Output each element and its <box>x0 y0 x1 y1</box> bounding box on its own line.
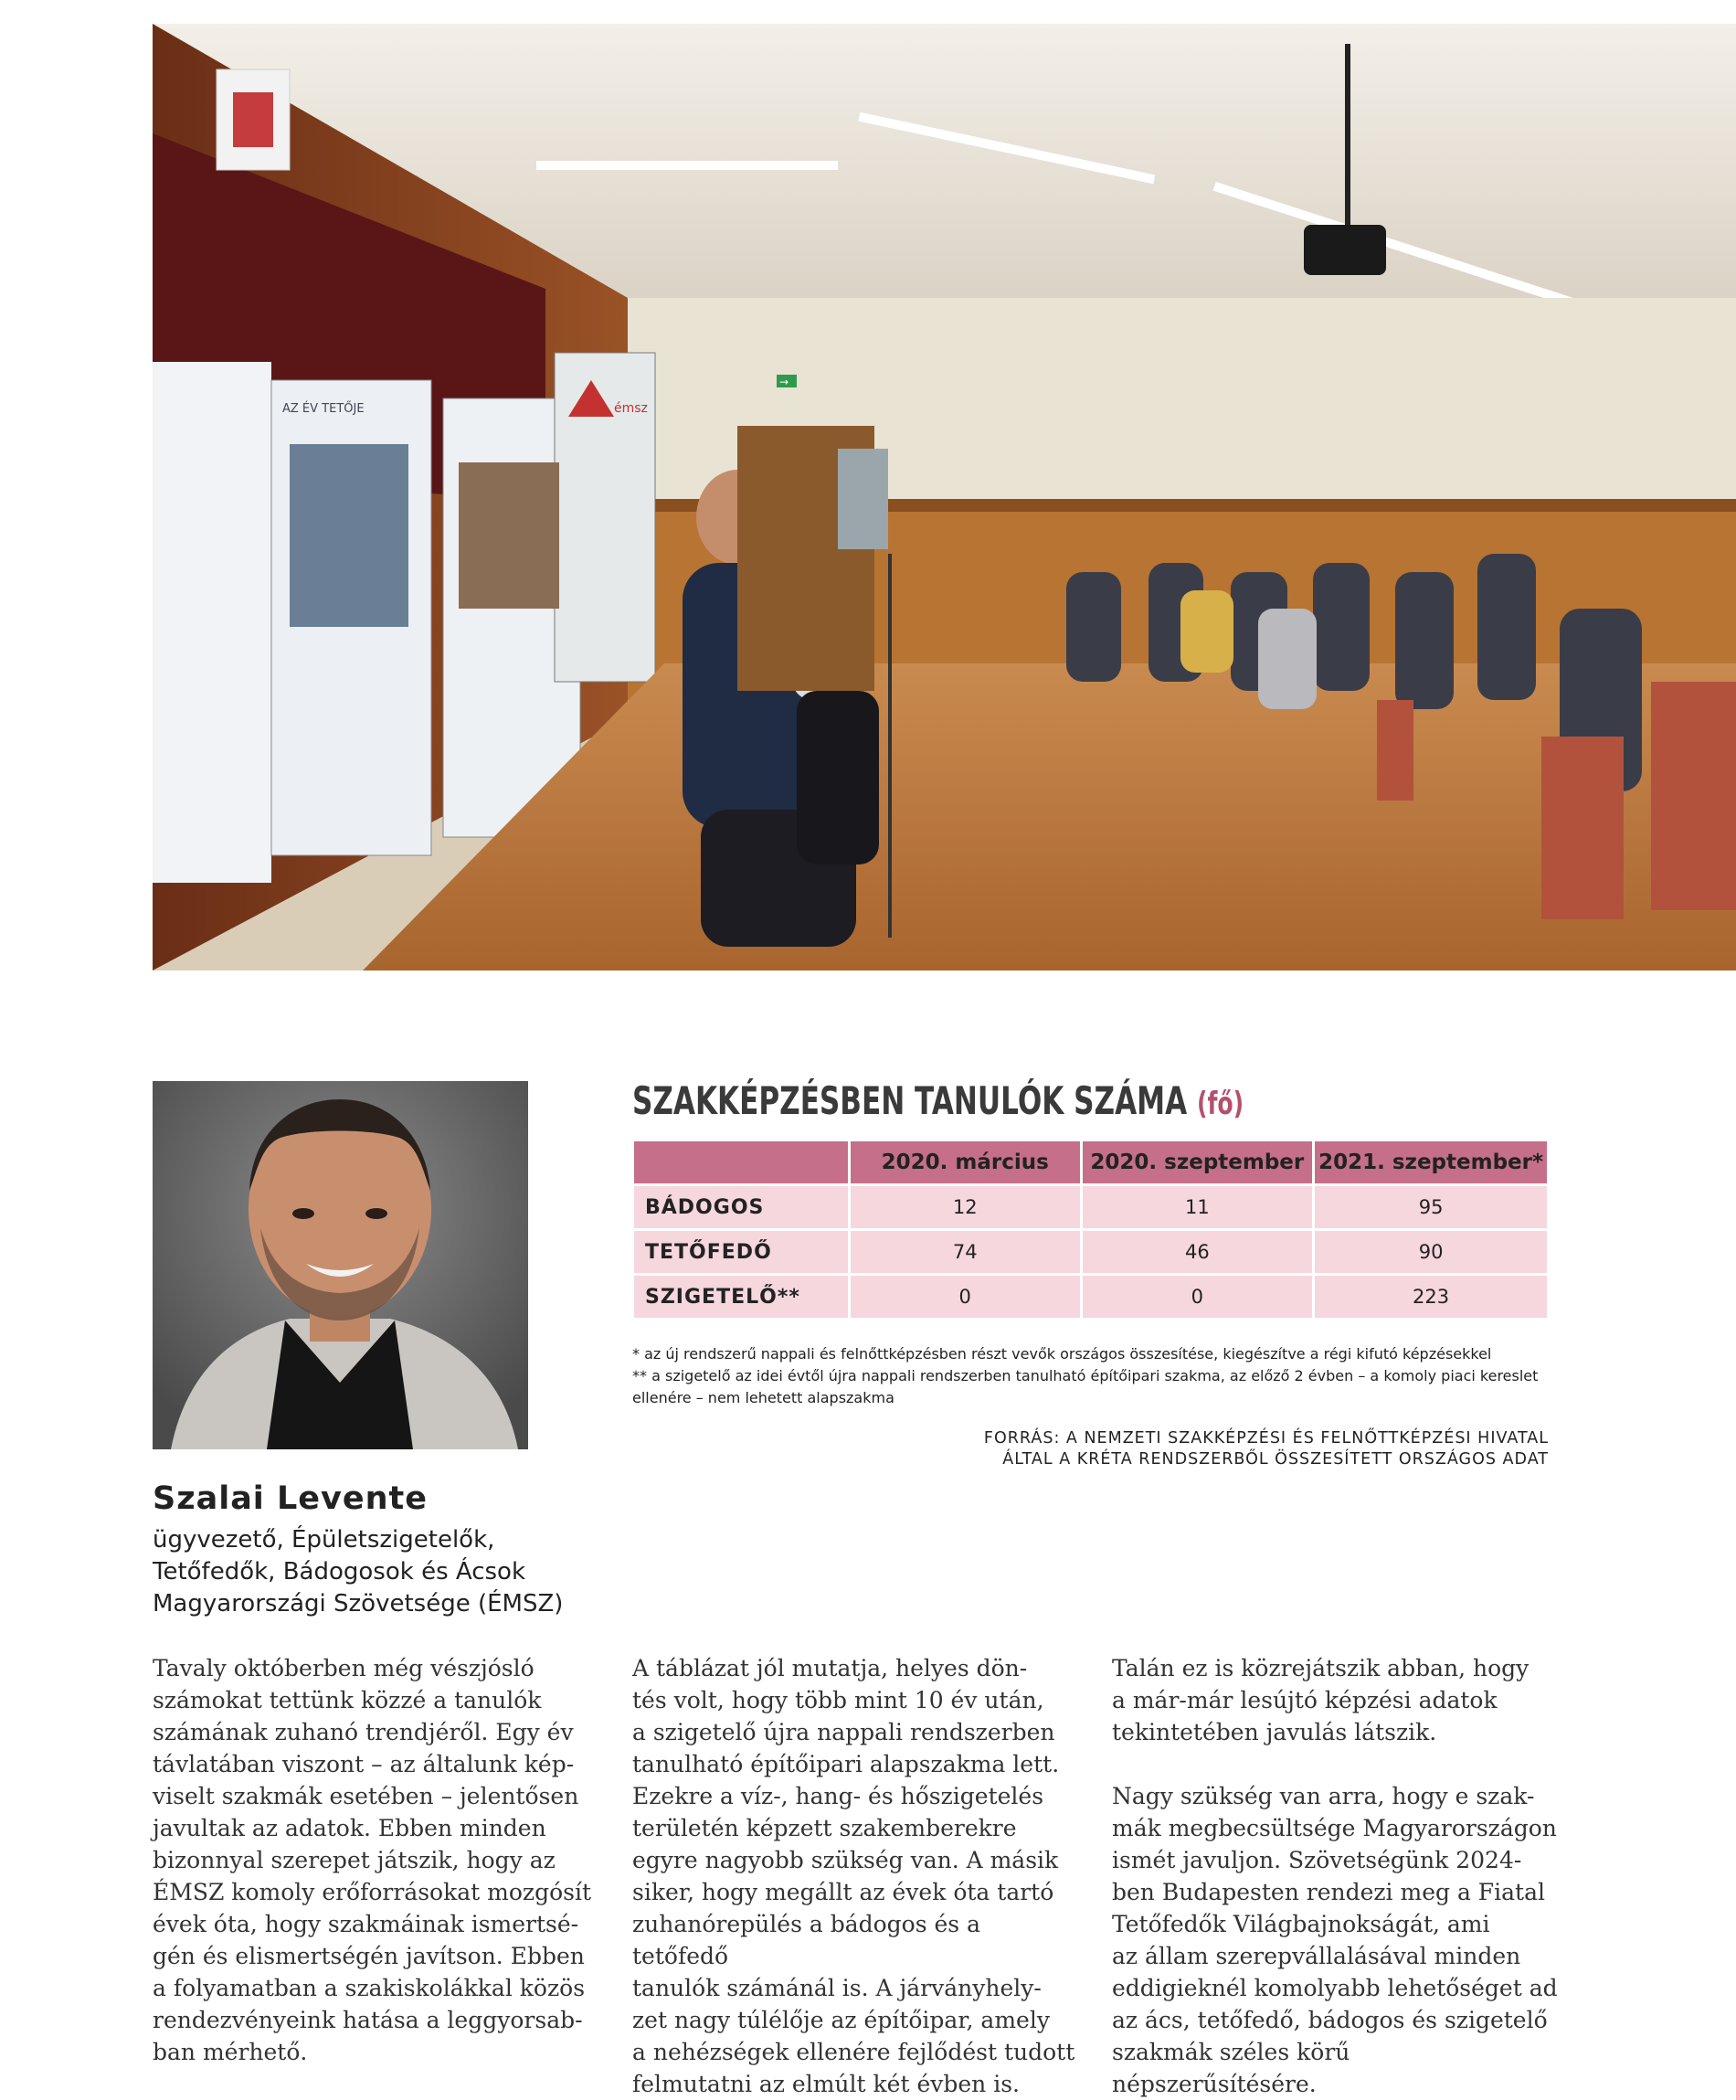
source-line: FORRÁS: A NEMZETI SZAKKÉPZÉSI ÉS FELNŐTTKÉPZÉSI HIVATAL <box>983 1429 1549 1448</box>
footnote: * az új rendszerű nappali és felnőttképzésben részt vevők országos összesítése, kiegészítve a régi kifutó képzésekkel <box>632 1345 1492 1363</box>
person-role <box>153 1524 628 1620</box>
table-row <box>634 1276 1547 1318</box>
portrait-photo <box>153 1081 528 1449</box>
person-role-line: Tetőfedők, Bádogosok és Ácsok <box>153 1558 526 1586</box>
table-title <box>632 1078 1308 1123</box>
source-line: ÁLTAL A KRÉTA RENDSZERBŐL ÖSSZESÍTETT ORSZÁGOS ADAT <box>1002 1450 1549 1469</box>
table-cell: 46 <box>1083 1231 1313 1273</box>
article-column-1: Tavaly októberben még vészjósló számokat tettünk közzé a tanulók számának zuhanó trendjéről. Egy év távlatában viszont – az általunk kép- viselt szakmák esetében – jelentősen javultak az adatok. Ebben minden bizonnyal szerepet játszik, hogy az ÉMSZ komoly erőforrásokat mozgósít évek óta, hogy szakmáinak ismertsé- gén és elismertségén javítson. Ebben a folyamatban a szakiskolákkal közös rendezvényeink hatása a leggyorsab- ban mérhető. <box>153 1655 592 2065</box>
table-row <box>634 1186 1547 1228</box>
table-header-row <box>634 1141 1547 1183</box>
exit-sign: → <box>779 376 789 388</box>
event-photo <box>153 24 1736 970</box>
table-cell: 0 <box>1083 1276 1313 1318</box>
event-photo-illustration <box>153 24 1736 970</box>
students-table <box>631 1139 1550 1320</box>
column-header: 2020. március <box>851 1141 1080 1183</box>
table-cell: 90 <box>1315 1231 1547 1273</box>
table-cell: 12 <box>851 1186 1080 1228</box>
table-cell: 223 <box>1315 1276 1547 1318</box>
footnote: ** a szigetelő az idei évtől újra nappali rendszerben tanulható építőipari szakma, az előző 2 évben – a komoly piaci kereslet ellenére – nem lehetett alapszakma <box>632 1367 1539 1406</box>
table-cell: 0 <box>851 1276 1080 1318</box>
portrait-illustration <box>153 1081 528 1449</box>
table-title-text: SZAKKÉPZÉSBEN TANULÓK SZÁMA <box>632 1078 1188 1123</box>
article-column-3: Talán ez is közrejátszik abban, hogy a már-már lesújtó képzési adatok tekintetében javulás látszik. Nagy szükség van arra, hogy e szak- mák megbecsültsége Magyarországon ismét javuljon. Szövetségünk 2024- ben Budapesten rendezi meg a Fiatal Tetőfedők Világbajnokságát, ami az állam szerepvállalásával minden eddigieknél komolyabb lehetőséget ad az ács, tetőfedő, bádogos és szigetelő szakmák széles körű népszerűsítésére. <box>1112 1655 1558 2097</box>
banner-logo: émsz <box>614 401 648 416</box>
article-column-2: A táblázat jól mutatja, helyes dön- tés volt, hogy több mint 10 év után, a szigetelő újra nappali rendszerben tanulható építőipari alapszakma lett. Ezekre a víz-, hang- és hőszigetelés területén képzett szakemberekre egyre nagyobb szükség van. A másik siker, hogy megállt az évek óta tartó zuhanórepülés a bádogos és a tetőfedő tanulók számánál is. A járványhely- zet nagy túlélője az építőipar, amely a nehézségek ellenére fejlődést tudott felmutatni az elmúlt két évben is. <box>632 1655 1075 2097</box>
column-header: 2021. szeptember* <box>1315 1141 1547 1183</box>
table-row <box>634 1231 1547 1273</box>
table-cell: 74 <box>851 1231 1080 1273</box>
poster-label: AZ ÉV TETŐJE <box>282 402 365 416</box>
row-label: TETŐFEDŐ <box>634 1231 848 1273</box>
table-cell: 95 <box>1315 1186 1547 1228</box>
person-role-line: ügyvezető, Épületszigetelők, <box>153 1526 495 1554</box>
person-name: Szalai Levente <box>153 1480 428 1517</box>
row-label: SZIGETELŐ** <box>634 1276 848 1318</box>
table-footnotes <box>632 1343 1551 1409</box>
table-title-unit: (fő) <box>1196 1086 1244 1122</box>
table-source <box>822 1428 1549 1470</box>
person-role-line: Magyarországi Szövetsége (ÉMSZ) <box>153 1590 564 1617</box>
column-header: 2020. szeptember <box>1083 1141 1313 1183</box>
row-label: BÁDOGOS <box>634 1186 848 1228</box>
table-corner-cell <box>634 1141 848 1183</box>
table-cell: 11 <box>1083 1186 1313 1228</box>
